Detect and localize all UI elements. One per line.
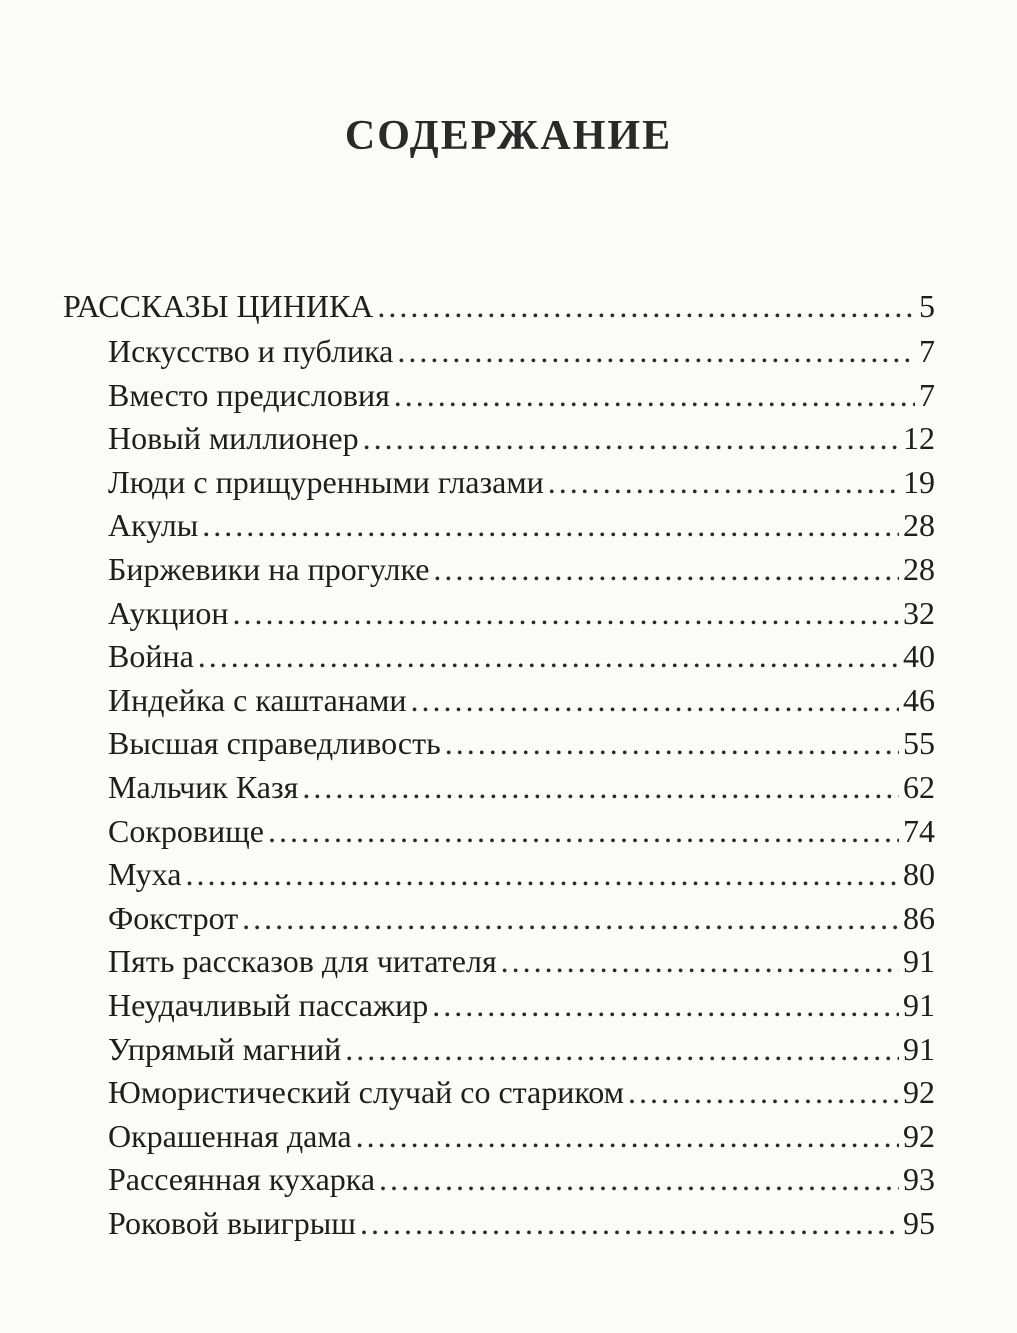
toc-entry-title: Биржевики на прогулке — [108, 551, 430, 587]
toc-entry-title: Индейка с каштанами — [108, 681, 407, 718]
toc-page-number: 28 — [903, 507, 935, 544]
toc-entry — [108, 593, 935, 633]
toc-leader-dots — [433, 549, 899, 589]
toc-page-number: 62 — [903, 769, 935, 805]
toc-leader-dots — [345, 1029, 899, 1069]
toc-section-title: РАССКАЗЫ ЦИНИКА — [63, 288, 374, 324]
toc-entry-title: Упрямый магний — [108, 1030, 342, 1067]
toc-leader-dots — [397, 331, 915, 371]
toc-entry-title: Неудачливый пассажир — [108, 987, 429, 1023]
toc-leader-dots — [411, 680, 900, 720]
toc-entry-title: Мальчик Казя — [108, 769, 299, 805]
toc-leader-dots — [394, 375, 915, 415]
toc-entry-title: Окрашенная дама — [108, 1117, 352, 1154]
toc-entry — [108, 767, 935, 807]
toc-entry-title: Вместо предисловия — [108, 376, 390, 413]
toc-entry — [108, 1159, 935, 1199]
toc-entry — [108, 680, 935, 720]
toc-entry-title: Сокровище — [108, 812, 264, 849]
toc-page-number: 80 — [903, 856, 935, 893]
toc-leader-dots — [628, 1072, 899, 1112]
toc-entry-title: Люди с прищуренными глазами — [108, 463, 544, 500]
toc-page-number: 91 — [903, 1030, 935, 1067]
page-title: СОДЕРЖАНИЕ — [344, 113, 673, 159]
toc-page-number: 7 — [919, 376, 935, 413]
toc-entry-title: Аукцион — [108, 594, 229, 631]
toc-section-entry — [63, 286, 935, 326]
toc-page-number: 91 — [903, 943, 935, 980]
toc-page-number: 95 — [903, 1205, 935, 1241]
toc-leader-dots — [501, 941, 899, 981]
toc-entry — [108, 1072, 935, 1112]
toc-entry — [108, 898, 935, 938]
toc-leader-dots — [445, 723, 899, 763]
toc-leader-dots — [432, 985, 899, 1025]
toc-entry — [108, 985, 935, 1025]
toc-leader-dots — [356, 1116, 899, 1156]
toc-page-number: 7 — [919, 333, 935, 369]
toc-entry — [108, 1116, 935, 1156]
toc-leader-dots — [379, 1159, 899, 1199]
toc-page-number: 28 — [903, 551, 935, 587]
toc-leader-dots — [363, 418, 899, 458]
toc-leader-dots — [302, 767, 899, 807]
toc-entry — [108, 549, 935, 589]
toc-entry — [108, 723, 935, 763]
toc-leader-dots — [242, 898, 899, 938]
toc-entry-title: Пять рассказов для читателя — [108, 943, 497, 980]
toc-leader-dots — [548, 462, 899, 502]
toc-entry-title: Юмористический случай со стариком — [108, 1074, 624, 1111]
toc-page-number: 92 — [903, 1117, 935, 1154]
toc-leader-dots — [185, 854, 899, 894]
toc-page-number: 12 — [903, 420, 935, 457]
toc-leader-dots — [377, 286, 915, 326]
toc-entry — [108, 505, 935, 545]
toc-entry-title: Фокстрот — [108, 899, 239, 936]
toc-leader-dots — [360, 1203, 899, 1243]
toc-entry-title: Новый миллионер — [108, 420, 359, 457]
toc-page-number: 46 — [903, 681, 935, 718]
toc-entry — [108, 375, 935, 415]
toc-page-number: 55 — [903, 725, 935, 762]
toc-entry-title: Искусство и публика — [108, 333, 394, 369]
toc-entry — [108, 636, 935, 676]
toc-entry-title: Высшая справедливость — [108, 725, 441, 762]
toc-page-number: 19 — [903, 463, 935, 500]
toc-entry — [108, 462, 935, 502]
toc-page-number: 40 — [903, 638, 935, 675]
toc-leader-dots — [202, 505, 899, 545]
toc-page-number: 5 — [919, 288, 935, 324]
toc-entry — [108, 1203, 935, 1243]
toc-entry-title: Муха — [108, 856, 182, 893]
toc-page-number: 32 — [903, 594, 935, 631]
toc-entry — [108, 1029, 935, 1069]
toc-entry — [108, 331, 935, 371]
toc-page-number: 74 — [903, 812, 935, 849]
toc-entry-title: Акулы — [108, 507, 199, 544]
toc-entry — [108, 418, 935, 458]
toc-leader-dots — [268, 811, 899, 851]
toc-entry — [108, 854, 935, 894]
toc-leader-dots — [198, 636, 899, 676]
toc-entry — [108, 941, 935, 981]
toc-entry-title: Рассеянная кухарка — [108, 1161, 376, 1198]
toc-page-number: 86 — [903, 899, 935, 936]
toc-page-number: 93 — [903, 1161, 935, 1198]
toc-entry-title: Война — [108, 638, 194, 675]
toc-page-number: 92 — [903, 1074, 935, 1111]
toc-entry — [108, 811, 935, 851]
toc-page-number: 91 — [903, 987, 935, 1023]
toc-leader-dots — [232, 593, 899, 633]
toc-entry-title: Роковой выигрыш — [108, 1205, 356, 1241]
